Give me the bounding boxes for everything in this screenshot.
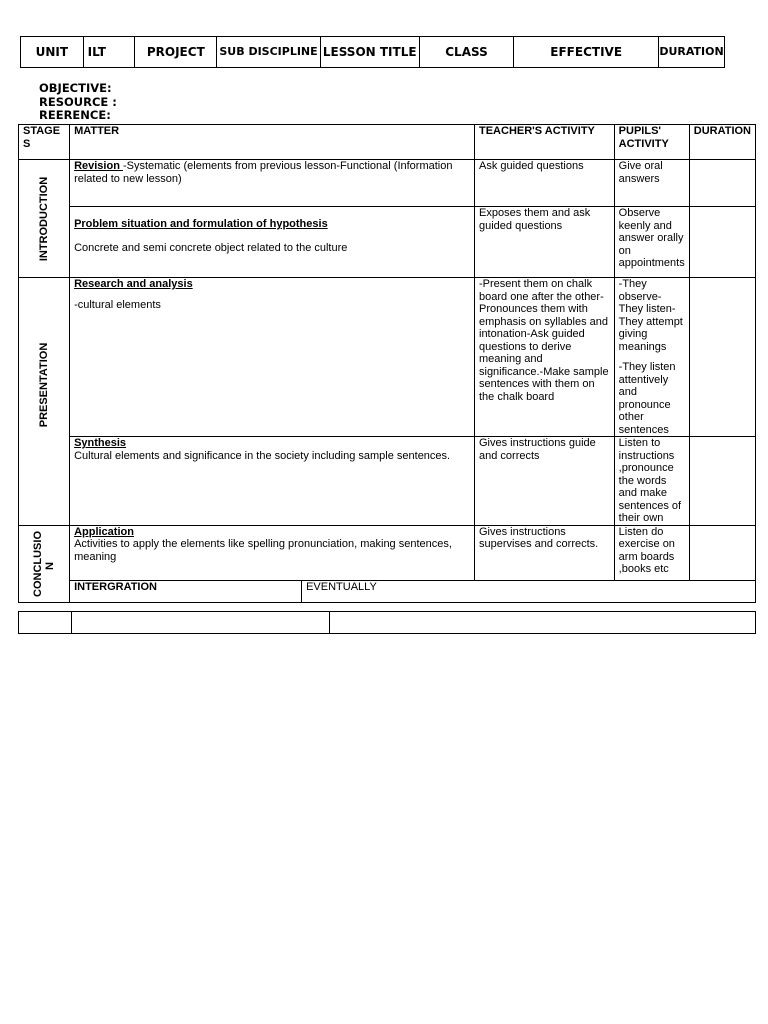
table-row — [19, 437, 756, 526]
lesson-meta — [39, 82, 117, 123]
col-matter: MATTER — [70, 125, 475, 160]
teacher-problem: Exposes them and ask guided questions — [475, 207, 615, 278]
duration-cell — [689, 525, 755, 580]
stage-label: PRESENTATION — [38, 342, 51, 428]
synthesis-text: Cultural elements and significance in the society including sample sentences. — [74, 449, 451, 462]
stage-label: CONCLUSIO N — [32, 530, 57, 597]
matter-application — [70, 525, 475, 580]
header-sub-discipline: SUB DISCIPLINE — [217, 37, 320, 68]
pupils-application: Listen do exercise on arm boards ,books etc — [614, 525, 689, 580]
header-class: CLASS — [419, 37, 514, 68]
empty-cell — [19, 612, 72, 634]
stage-label: INTRODUCTION — [38, 176, 51, 261]
header-ilt: ILT — [83, 37, 135, 68]
header-effective: EFFECTIVE — [514, 37, 659, 68]
revision-title: Revision — [74, 160, 123, 172]
pupils-synthesis: Listen to instructions ,pronounce the words and make sentences of their own — [614, 437, 689, 526]
teacher-application: Gives instructions supervises and corrects. — [475, 525, 615, 580]
col-teacher-activity: TEACHER'S ACTIVITY — [475, 125, 615, 160]
header-table — [20, 36, 725, 68]
header-unit: UNIT — [21, 37, 84, 68]
synthesis-title: Synthesis — [74, 437, 127, 449]
pupils-research — [614, 278, 689, 437]
revision-text: -Systematic (elements from previous lesson-Functional (Information related to new lesson) — [74, 160, 453, 185]
col-duration: DURATION — [689, 125, 755, 160]
header-duration: DURATION — [659, 37, 725, 68]
duration-cell — [689, 207, 755, 278]
integration-label: INTERGRATION — [70, 580, 302, 602]
empty-cell — [330, 612, 756, 634]
pupils-revision: Give oral answers — [614, 160, 689, 207]
pupils-research-2: -They listen attentively and pronounce other sentences — [618, 361, 676, 436]
matter-research — [70, 278, 475, 437]
empty-table — [18, 611, 756, 634]
header-project: PROJECT — [135, 37, 217, 68]
resource-label: RESOURCE : — [39, 94, 117, 109]
lesson-plan-table — [18, 124, 756, 603]
empty-cell — [72, 612, 330, 634]
stage-presentation — [19, 278, 70, 526]
stage-conclusion — [19, 525, 70, 602]
table-row — [19, 160, 756, 207]
matter-problem — [70, 207, 475, 278]
objective-label: OBJECTIVE: — [39, 81, 112, 95]
application-title: Application — [74, 525, 134, 538]
integration-value: EVENTUALLY — [302, 580, 756, 602]
matter-synthesis — [70, 437, 475, 526]
col-pupils-activity: PUPILS' ACTIVITY — [614, 125, 689, 160]
duration-cell — [689, 437, 755, 526]
research-title: Research and analysis — [74, 278, 193, 290]
pupils-problem: Observe keenly and answer orally on appointments — [614, 207, 689, 278]
reference-label: REERENCE: — [39, 108, 111, 122]
table-row — [19, 580, 756, 602]
table-row — [19, 207, 756, 278]
application-text: Activities to apply the elements like spelling pronunciation, making sentences, meaning — [74, 538, 452, 563]
teacher-synthesis: Gives instructions guide and corrects — [475, 437, 615, 526]
teacher-research: -Present them on chalk board one after the other-Pronounces them with emphasis on syllables and intonation-Ask guided questions to derive meaning and significance.-Make sample sentences with them on the chalk board — [475, 278, 615, 437]
problem-text: Concrete and semi concrete object related to the culture — [74, 241, 348, 254]
header-lesson-title: LESSON TITLE — [320, 37, 419, 68]
stage-introduction — [19, 160, 70, 278]
table-row — [19, 525, 756, 580]
problem-title: Problem situation and formulation of hypothesis — [74, 218, 328, 230]
column-header-row — [19, 125, 756, 160]
research-text: -cultural elements — [74, 298, 161, 311]
table-row — [19, 278, 756, 437]
teacher-revision: Ask guided questions — [475, 160, 615, 207]
duration-cell — [689, 160, 755, 207]
duration-cell — [689, 278, 755, 437]
matter-revision — [70, 160, 475, 207]
pupils-research-1: -They observe-They listen-They attempt giving meanings — [618, 278, 683, 353]
col-stages: STAGE S — [19, 125, 70, 160]
